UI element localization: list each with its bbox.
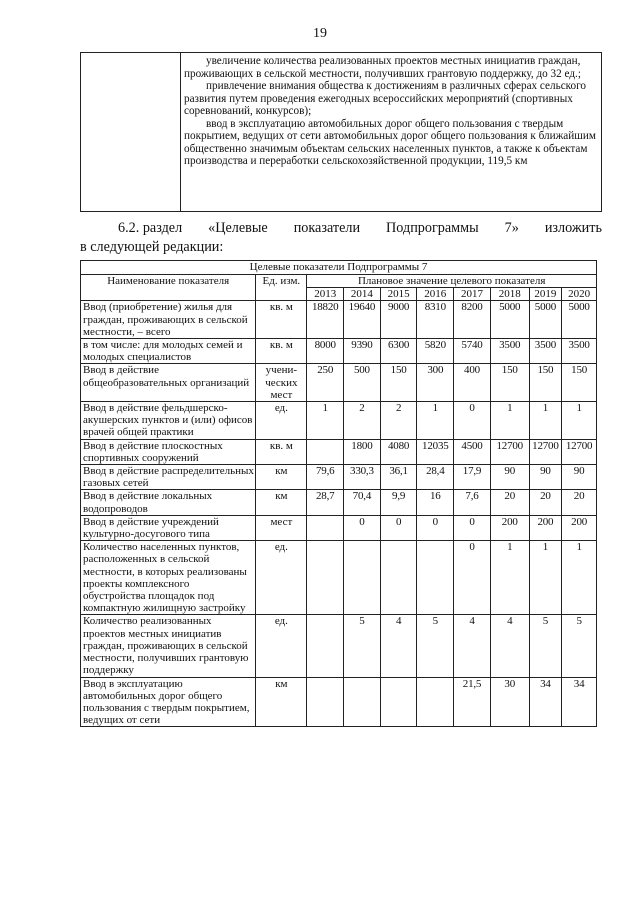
indicator-name: Ввод в действие плоскостных спортивных сооружений — [81, 439, 256, 464]
indicator-unit: учени-ческих мест — [256, 364, 307, 402]
indicator-value — [417, 677, 454, 727]
continuation-empty-cell — [81, 53, 181, 212]
header-year: 2016 — [417, 288, 454, 301]
table-row — [81, 465, 597, 490]
indicator-unit: км — [256, 490, 307, 515]
indicator-value — [307, 541, 344, 615]
indicator-value: 20 — [490, 490, 529, 515]
indicator-value: 90 — [529, 465, 562, 490]
indicator-value: 17,9 — [454, 465, 491, 490]
indicator-name: Количество населенных пунктов, расположенных в сельской местности, в которых реализованы проекты комплексного обустройства площадок под компактную жилищную застройку — [81, 541, 256, 615]
indicator-value: 12700 — [490, 439, 529, 464]
continuation-paragraph: увеличение количества реализованных проектов местных инициатив граждан, проживающих в сельской местности, получивших грантовую поддержку, до 32 ед.; — [184, 55, 581, 80]
indicator-name: Ввод в действие распределительных газовых сетей — [81, 465, 256, 490]
header-indicator-name: Наименование показателя — [81, 275, 256, 301]
indicator-value: 12035 — [417, 439, 454, 464]
indicator-unit: мест — [256, 515, 307, 540]
section-intro-word: показатели — [293, 220, 361, 236]
indicator-value: 0 — [344, 515, 381, 540]
indicator-value: 2 — [380, 402, 417, 440]
indicator-value: 28,4 — [417, 465, 454, 490]
indicator-value: 16 — [417, 490, 454, 515]
indicator-value: 200 — [529, 515, 562, 540]
indicator-value: 5000 — [562, 301, 597, 339]
indicator-value: 1 — [307, 402, 344, 440]
indicator-value: 19640 — [344, 301, 381, 339]
indicator-value: 20 — [529, 490, 562, 515]
header-year: 2014 — [344, 288, 381, 301]
indicator-value: 8310 — [417, 301, 454, 339]
indicator-value: 12700 — [529, 439, 562, 464]
continuation-paragraph: ввод в эксплуатацию автомобильных дорог общего пользования с твердым покрытием, ведущих от сети автомобильных дорог общего пользования к ближайшим общественно значимым объектам сельских населенных пунктов, а также к объектам производства и переработки сельскохозяйственной продукции, 119,5 км — [184, 117, 596, 167]
indicator-value: 500 — [344, 364, 381, 402]
table-row — [81, 490, 597, 515]
table-row — [81, 515, 597, 540]
section-intro-word: Подпрограммы — [386, 220, 479, 236]
header-year: 2015 — [380, 288, 417, 301]
table-row — [81, 339, 597, 364]
header-year: 2019 — [529, 288, 562, 301]
indicator-value: 90 — [490, 465, 529, 490]
indicator-value: 9000 — [380, 301, 417, 339]
indicator-value: 3500 — [562, 339, 597, 364]
indicator-value — [307, 515, 344, 540]
indicator-value: 5 — [417, 615, 454, 677]
indicator-value — [417, 541, 454, 615]
indicator-value: 0 — [417, 515, 454, 540]
indicator-value: 330,3 — [344, 465, 381, 490]
section-intro — [80, 219, 602, 257]
indicator-value: 1 — [490, 541, 529, 615]
section-intro-word: изложить — [544, 220, 602, 236]
indicator-value: 0 — [454, 402, 491, 440]
table-row — [81, 439, 597, 464]
indicator-value: 20 — [562, 490, 597, 515]
indicator-value: 8200 — [454, 301, 491, 339]
table-row — [81, 402, 597, 440]
indicator-value: 1 — [417, 402, 454, 440]
indicator-value: 18820 — [307, 301, 344, 339]
continuation-paragraph: привлечение внимания общества к достижениям в различных сферах сельского развития путем проведения ежегодных всероссийских мероприятий (спортивных соревнований, конкурсов); — [184, 80, 587, 117]
indicator-value: 150 — [380, 364, 417, 402]
indicator-value — [307, 439, 344, 464]
indicator-name: Количество реализованных проектов местных инициатив граждан, проживающих в сельской местности, получивших грантовую поддержку — [81, 615, 256, 677]
indicator-value: 5000 — [529, 301, 562, 339]
indicator-name: в том числе: для молодых семей и молодых специалистов — [81, 339, 256, 364]
indicator-name: Ввод (приобретение) жилья для граждан, проживающих в сельской местности, – всего — [81, 301, 256, 339]
indicator-value: 1800 — [344, 439, 381, 464]
indicator-value: 200 — [490, 515, 529, 540]
section-intro-line2: в следующей редакции: — [80, 239, 224, 255]
indicator-value — [380, 677, 417, 727]
indicator-value: 300 — [417, 364, 454, 402]
table-row — [81, 301, 597, 339]
indicator-value: 5820 — [417, 339, 454, 364]
indicator-value: 2 — [344, 402, 381, 440]
indicator-value: 5740 — [454, 339, 491, 364]
indicator-value: 1 — [490, 402, 529, 440]
indicator-value: 90 — [562, 465, 597, 490]
indicator-value: 400 — [454, 364, 491, 402]
indicator-unit: ед. — [256, 402, 307, 440]
indicator-value: 3500 — [529, 339, 562, 364]
indicator-unit: кв. м — [256, 339, 307, 364]
indicator-value: 5 — [529, 615, 562, 677]
indicator-value: 30 — [490, 677, 529, 727]
indicator-value: 1 — [529, 541, 562, 615]
section-intro-word: 7» — [504, 220, 519, 236]
indicator-value: 0 — [454, 541, 491, 615]
header-year: 2020 — [562, 288, 597, 301]
section-intro-word: «Целевые — [208, 220, 268, 236]
indicator-unit: ед. — [256, 541, 307, 615]
section-intro-word: 6.2. раздел — [118, 220, 183, 236]
table-row — [81, 364, 597, 402]
indicator-value — [344, 541, 381, 615]
table-caption: Целевые показатели Подпрограммы 7 — [81, 261, 597, 275]
indicator-value: 4080 — [380, 439, 417, 464]
indicator-value: 9390 — [344, 339, 381, 364]
table-row — [81, 677, 597, 727]
indicator-value: 36,1 — [380, 465, 417, 490]
header-unit: Ед. изм. — [256, 275, 307, 301]
table-row — [81, 615, 597, 677]
indicator-value: 4500 — [454, 439, 491, 464]
indicator-value: 5 — [344, 615, 381, 677]
indicator-value: 200 — [562, 515, 597, 540]
indicator-value — [344, 677, 381, 727]
indicator-value — [380, 541, 417, 615]
indicator-unit: кв. м — [256, 301, 307, 339]
indicator-name: Ввод в действие учреждений культурно-досугового типа — [81, 515, 256, 540]
indicator-value: 6300 — [380, 339, 417, 364]
header-year: 2013 — [307, 288, 344, 301]
indicator-value: 34 — [529, 677, 562, 727]
indicator-value: 5 — [562, 615, 597, 677]
indicator-value: 1 — [529, 402, 562, 440]
indicator-value: 150 — [529, 364, 562, 402]
indicator-value: 79,6 — [307, 465, 344, 490]
header-year: 2017 — [454, 288, 491, 301]
indicator-value: 12700 — [562, 439, 597, 464]
indicator-value: 4 — [454, 615, 491, 677]
indicator-value: 4 — [490, 615, 529, 677]
page-number: 19 — [313, 26, 327, 41]
indicator-value: 3500 — [490, 339, 529, 364]
indicator-value — [307, 677, 344, 727]
indicator-name: Ввод в действие локальных водопроводов — [81, 490, 256, 515]
indicator-value: 150 — [490, 364, 529, 402]
indicator-value: 150 — [562, 364, 597, 402]
indicator-value: 1 — [562, 541, 597, 615]
indicators-table — [80, 260, 597, 727]
header-plan-value: Плановое значение целевого показателя — [307, 275, 597, 288]
indicator-name: Ввод в действие общеобразовательных организаций — [81, 364, 256, 402]
indicator-value: 250 — [307, 364, 344, 402]
indicator-value — [307, 615, 344, 677]
indicator-value: 0 — [380, 515, 417, 540]
indicator-value: 4 — [380, 615, 417, 677]
indicator-value: 0 — [454, 515, 491, 540]
indicator-value: 34 — [562, 677, 597, 727]
indicator-unit: км — [256, 465, 307, 490]
indicator-value: 7,6 — [454, 490, 491, 515]
indicator-value: 9,9 — [380, 490, 417, 515]
indicator-unit: км — [256, 677, 307, 727]
indicator-value: 70,4 — [344, 490, 381, 515]
indicator-value: 1 — [562, 402, 597, 440]
indicator-value: 5000 — [490, 301, 529, 339]
indicator-value: 28,7 — [307, 490, 344, 515]
indicator-value: 8000 — [307, 339, 344, 364]
indicator-value: 21,5 — [454, 677, 491, 727]
header-year: 2018 — [490, 288, 529, 301]
continuation-text-cell — [181, 53, 602, 212]
indicator-unit: ед. — [256, 615, 307, 677]
indicator-name: Ввод в действие фельдшерско-акушерских пунктов и (или) офисов врачей общей практики — [81, 402, 256, 440]
indicator-unit: кв. м — [256, 439, 307, 464]
table-row — [81, 541, 597, 615]
indicator-name: Ввод в эксплуатацию автомобильных дорог общего пользования с твердым покрытием, ведущих от сети — [81, 677, 256, 727]
continuation-table — [80, 52, 602, 212]
